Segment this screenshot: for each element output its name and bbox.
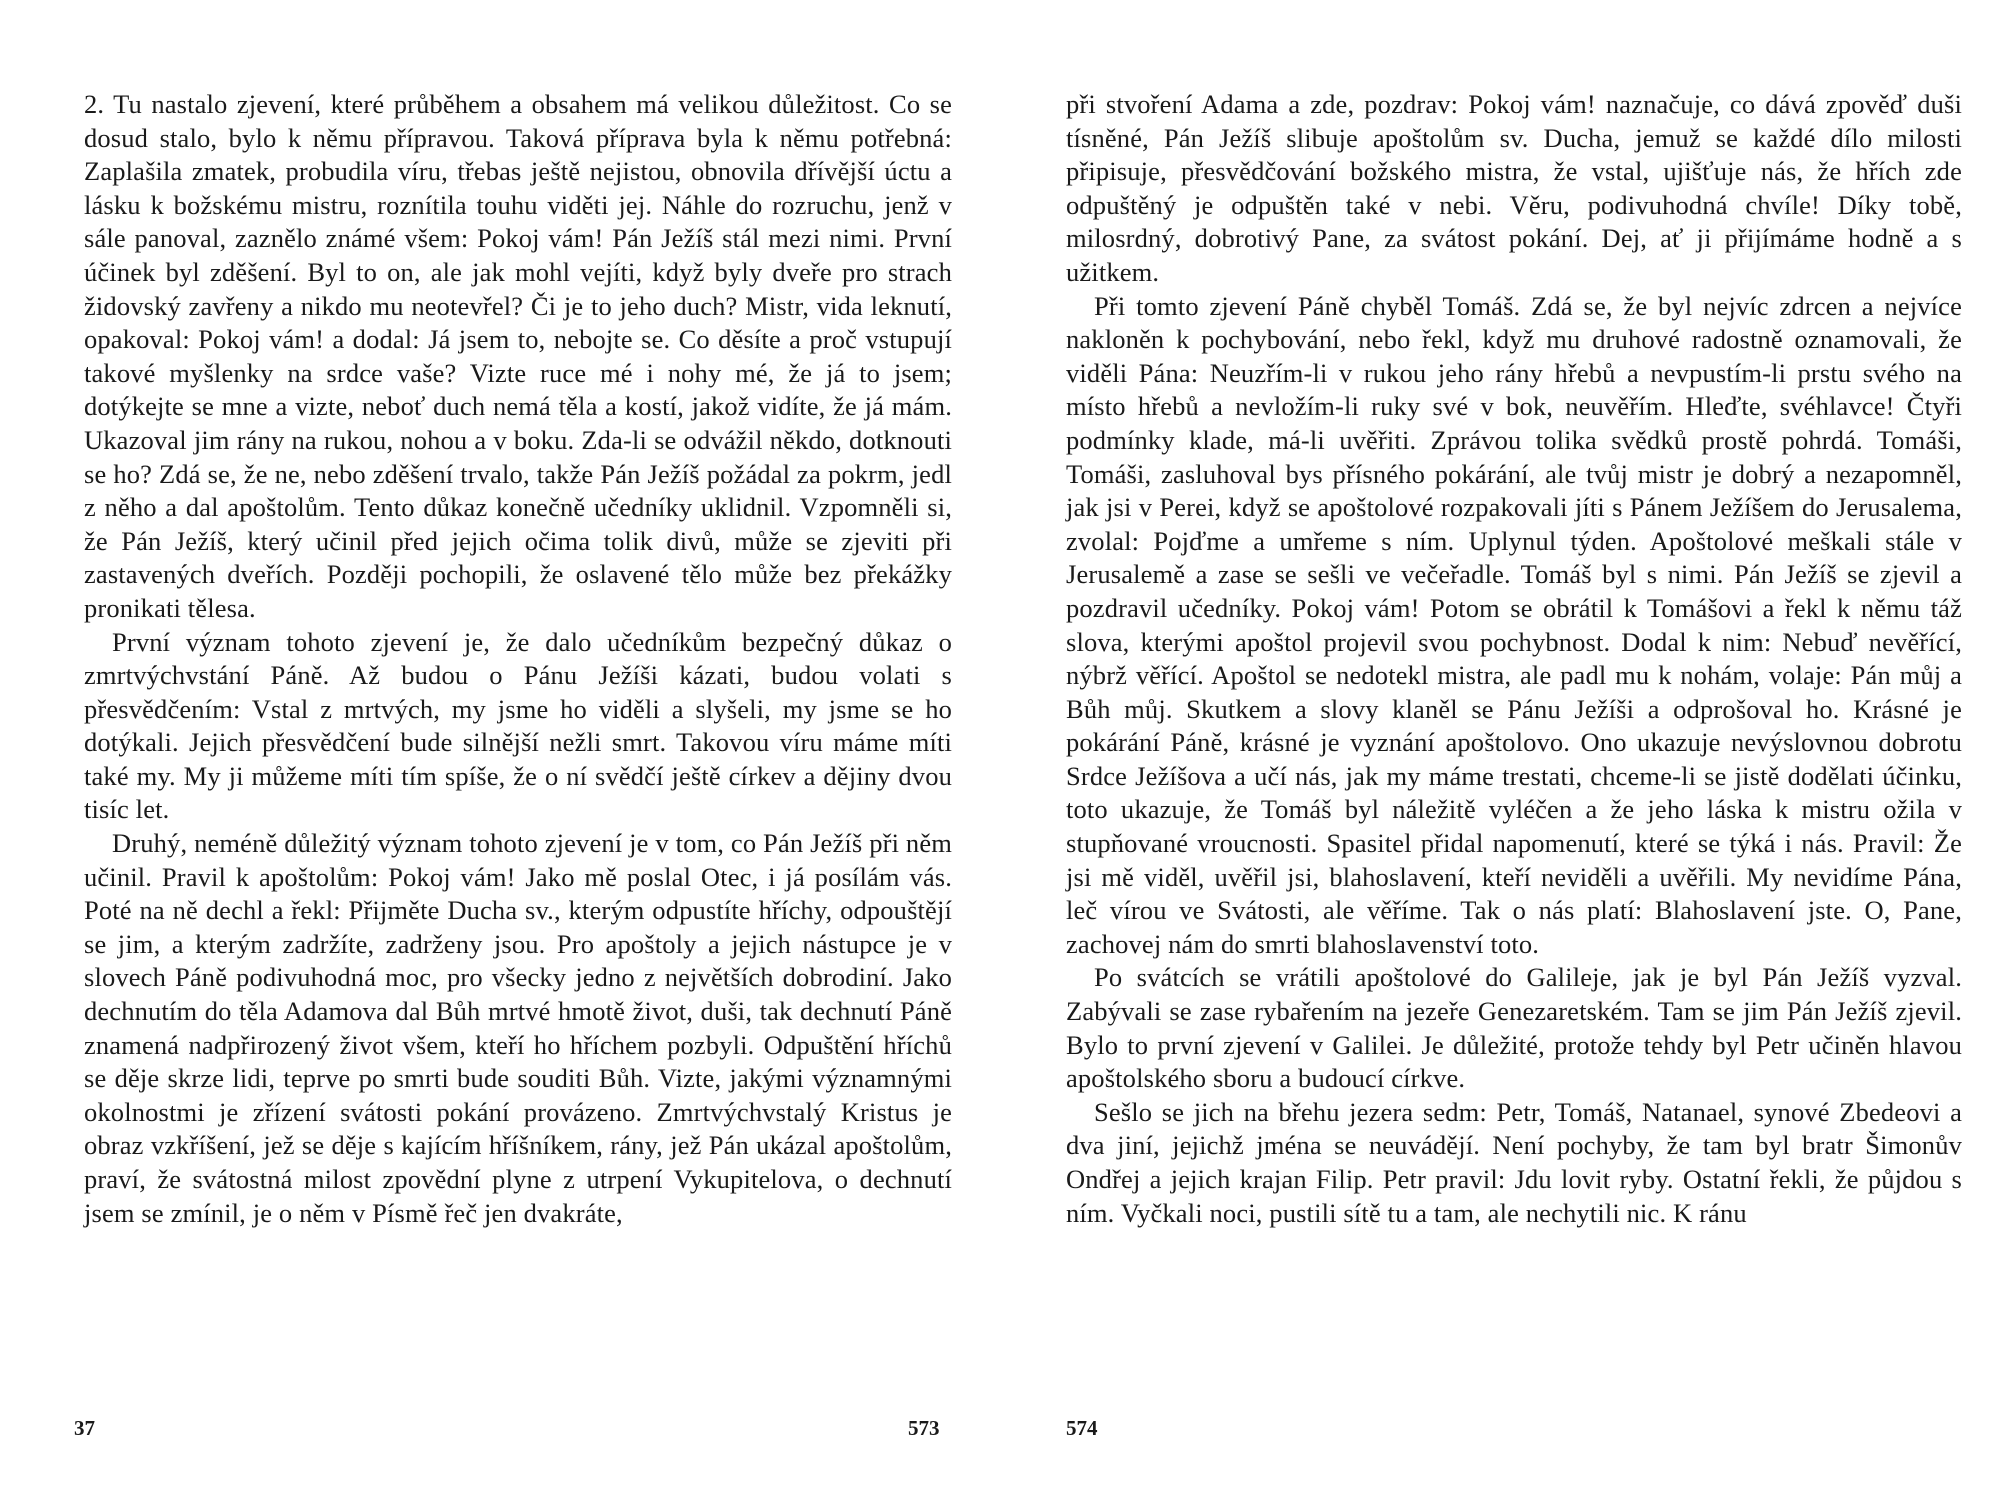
paragraph: při stvoření Adama a zde, pozdrav: Pokoj vám! naznačuje, co dává zpověď duši tísněné, Pán Ježíš slibuje apoštolům sv. Ducha, jemuž se každé dílo milosti připisuje, přesvědčování božského mistra, že vstal, ujišťuje nás, že hřích zde odpuštěný je odpuštěn také v nebi. Věru, podivuhodná chvíle! Díky tobě, milosrdný, dobrotivý Pane, za svátost pokání. Dej, ať ji přijímáme hodně a s užitkem. xyxy=(1066,89,1962,287)
paragraph: První význam tohoto zjevení je, že dalo učedníkům bezpečný důkaz o zmrtvýchvstání Páně. Až budou o Pánu Ježíši kázati, budou volati s přesvědčením: Vstal z mrtvých, my jsme ho viděli a slyšeli, my jsme se ho dotýkali. Jejich přesvědčení bude silnější nežli smrt. Takovou víru máme míti také my. My ji můžeme míti tím spíše, že o ní svědčí ještě církev a dějiny dvou tisíc let. xyxy=(84,626,952,825)
right-page-text xyxy=(1066,88,1962,1230)
right-page xyxy=(998,0,1996,1500)
page-number: 573 xyxy=(908,1416,940,1440)
paragraph: Po svátcích se vrátili apoštolové do Galileje, jak je byl Pán Ježíš vyzval. Zabývali se zase rybařením na jezeře Genezaretském. Tam se jim Pán Ježíš zjevil. Bylo to první zjevení v Galilei. Je důležité, protože tehdy byl Petr učiněn hlavou apoštolského sboru a budoucí církve. xyxy=(1066,962,1962,1094)
signature-mark: 37 xyxy=(74,1416,95,1440)
paragraph: Sešlo se jich na břehu jezera sedm: Petr, Tomáš, Natanael, synové Zbedeovi a dva jiní, jejichž jména se neuvádějí. Není pochyby, že tam byl bratr Šimonův Ondřej a jejich krajan Filip. Petr pravil: Jdu lovit ryby. Ostatní řekli, že půjdou s ním. Vyčkali noci, pustili sítě tu a tam, ale nechytili nic. K ránu xyxy=(1066,1096,1962,1228)
page-number: 574 xyxy=(1066,1416,1098,1440)
paragraph: Při tomto zjevení Páně chyběl Tomáš. Zdá se, že byl nejvíc zdrcen a nejvíce nakloněn k pochybování, nebo řekl, když mu druhové radostně oznamovali, že viděli Pána: Neuzřím-li v rukou jeho rány hřebů a nevpustím-li prstu svého na místo hřebů a nevložím-li ruky své v bok, neuvěřím. Hleďte, svéhlavce! Čtyři podmínky klade, má-li uvěřiti. Zprávou tolika svědků prostě pohrdá. Tomáši, Tomáši, zasluhoval bys přísného pokárání, ale tvůj mistr je dobrý a nezapomněl, jak jsi v Perei, když se apoštolové rozpakovali jíti s Pánem Ježíšem do Jerusalema, zvolal: Pojďme a umřeme s ním. Uplynul týden. Apoštolové meškali stále v Jerusalemě a zase se sešli ve večeřadle. Tomáš byl s nimi. Pán Ježíš se zjevil a pozdravil učedníky. Pokoj vám! Potom se obrátil k Tomášovi a řekl k němu táž slova, kterými apoštol projevil svou pochybnost. Dodal k nim: Nebuď nevěřící, nýbrž věřící. Apoštol se nedotekl mistra, ale padl mu k nohám, volaje: Pán můj a Bůh můj. Skutkem a slovy klaněl se Pánu Ježíši a odprošoval ho. Krásné je pokárání Páně, krásné je vyznání apoštolovo. Ono ukazuje nevýslovnou dobrotu Srdce Ježíšova a učí nás, jak my máme trestati, chceme-li se jistě dodělati účinku, toto ukazuje, že Tomáš byl náležitě vyléčen a že jeho láska k mistru ožila v stupňované vroucnosti. Spasitel přidal napomenutí, které se týká i nás. Pravil: Že jsi mě viděl, uvěřil jsi, blahoslavení, kteří neviděli a uvěřili. My nevidíme Pána, leč vírou ve Svátosti, ale věříme. Tak o nás platí: Blahoslavení jste. O, Pane, zachovej nám do smrti blahoslavenství toto. xyxy=(1066,290,1962,959)
paragraph: Druhý, neméně důležitý význam tohoto zjevení je v tom, co Pán Ježíš při něm učinil. Pravil k apoštolům: Pokoj vám! Jako mě poslal Otec, i já posílám vás. Poté na ně dechl a řekl: Přijměte Ducha sv., kterým odpustíte hříchy, odpouštějí se jim, a kterým zadržíte, zadrženy jsou. Pro apoštoly a jejich nástupce je v slovech Páně podivuhodná moc, pro všecky jedno z největších dobrodiní. Jako dechnutím do těla Adamova dal Bůh mrtvé hmotě život, duši, tak dechnutí Páně znamená nadpřirozený život všem, kteří ho hříchem pozbyli. Odpuštění hříchů se děje skrze lidi, teprve po smrti bude souditi Bůh. Vizte, jakými významnými okolnostmi je zřízení svátosti pokání provázeno. Zmrtvýchvstalý Kristus je obraz vzkříšení, jež se děje s kajícím hříšníkem, rány, jež Pán ukázal apoštolům, praví, že svátostná milost zpovědní plyne z utrpení Vykupitelova, o dechnutí jsem se zmínil, je o něm v Písmě řeč jen dvakráte, xyxy=(84,828,952,1228)
paragraph: 2. Tu nastalo zjevení, které průběhem a obsahem má velikou důležitost. Co se dosud stalo, bylo k němu přípravou. Taková příprava byla k němu potřebná: Zaplašila zmatek, probudila víru, třebas ještě nejistou, obnovila dřívější úctu a lásku k božskému mistru, roznítila touhu viděti jej. Náhle do rozruchu, jenž v sále panoval, zaznělo známé všem: Pokoj vám! Pán Ježíš stál mezi nimi. První účinek byl zděšení. Byl to on, ale jak mohl vejíti, když byly dveře pro strach židovský zavřeny a nikdo mu neotevřel? Či je to jeho duch? Mistr, vida leknutí, opakoval: Pokoj vám! a dodal: Já jsem to, nebojte se. Co děsíte a proč vstupují takové myšlenky na srdce vaše? Vizte ruce mé i nohy mé, že já to jsem; dotýkejte se mne a vizte, neboť duch nemá těla a kostí, jakož vidíte, že já mám. Ukazoval jim rány na rukou, nohou a v boku. Zda-li se odvážil někdo, dotknouti se ho? Zdá se, že ne, nebo zděšení trvalo, takže Pán Ježíš požádal za pokrm, jedl z něho a dal apoštolům. Tento důkaz konečně učedníky uklidnil. Vzpomněli si, že Pán Ježíš, který učinil před jejich očima tolik divů, může se zjeviti při zastavených dveřích. Později pochopili, že oslavené tělo může bez překážky pronikati tělesa. xyxy=(84,89,952,623)
left-page-text xyxy=(84,88,952,1230)
